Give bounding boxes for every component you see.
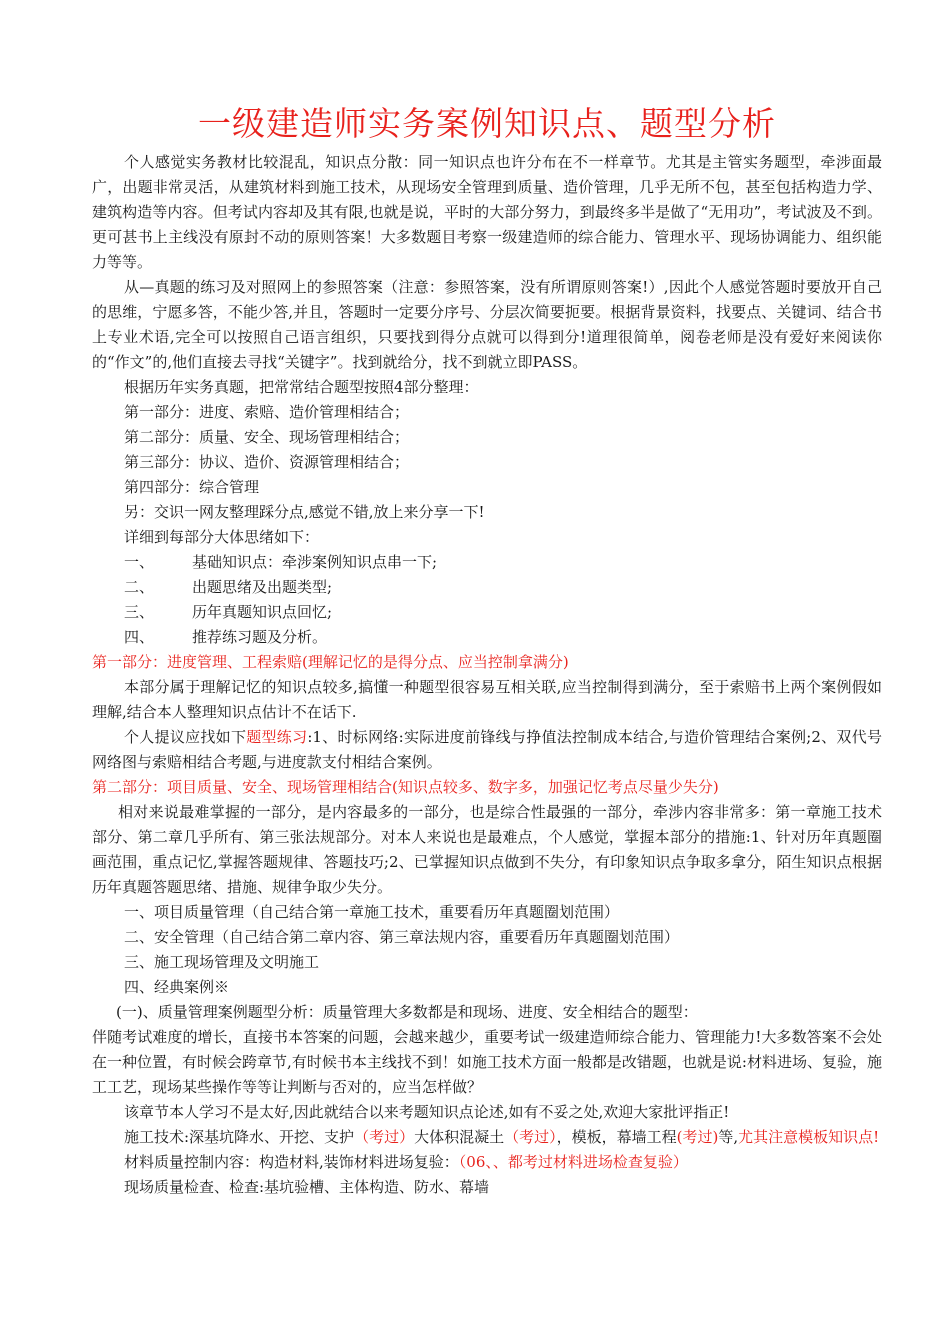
outline-item: 三、 历年真题知识点回忆; (124, 603, 333, 621)
outline-item: 一、 基础知识点：牵涉案例知识点串一下; (124, 553, 438, 571)
part-line-4: 第四部分：综合管理 (124, 478, 260, 496)
section-2-item-2: 二、安全管理（自己结合第二章内容、第三章法规内容，重要看历年真题圈划范围） (124, 928, 680, 946)
intro-paragraph-3: 根据历年实务真题，把常常结合题型按照4部分整理： (124, 378, 479, 396)
part-line-2: 第二部分：质量、安全、现场管理相结合； (124, 428, 410, 446)
document-page (92, 100, 882, 1200)
outline-item: 二、 出题思绪及出题类型; (124, 578, 333, 596)
study-note: 该章节本人学习不是太好,因此就结合以来考题知识点论述,如有不妥之处,欢迎大家批评指正! (124, 1103, 730, 1121)
intro-paragraph-5: 详细到每部分大体思绪如下： (124, 528, 320, 546)
construction-tech-line: 施工技术:深基坑降水、开挖、支护（考过）大体积混凝土（考过），模板，幕墙工程(考过)等,尤其注意模板知识点! (124, 1128, 880, 1146)
material-quality-line: 材料质量控制内容：构造材料,装饰材料进场复验：（06、、都考过材料进场检查复验） (124, 1153, 688, 1171)
section-1-paragraph-1: 本部分属于理解记忆的知识点较多,搞懂一种题型很容易互相关联,应当控制得到满分，至于索赔书上两个案例假如理解,结合本人整理知识点估计不在话下. (92, 678, 882, 721)
case-1-body: 伴随考试难度的增长，直接书本答案的问题，会越来越少，重要考试一级建造师综合能力、管理能力!大多数答案不会处在一种位置，有时候会跨章节,有时候书本主线找不到！如施工技术方面一般都是改错题，也就是说:材料进场、复验，施工工艺，现场某些操作等等让判断与否对的，应当怎样做？ (92, 1028, 882, 1096)
section-2-paragraph-1: 相对来说最难掌握的一部分，是内容最多的一部分，也是综合性最强的一部分，牵涉内容非常多：第一章施工技术部分、第二章几乎所有、第三张法规部分。对本人来说也是最难点，个人感觉，掌握本部分的措施:1、针对历年真题圈画范围，重点记忆,掌握答题规律、答题技巧;2、已掌握知识点做到不失分，有印象知识点争取多拿分，陌生知识点根据历年真题答题思绪、措施、规律争取少失分。 (92, 803, 882, 896)
case-1-heading: (一)、质量管理案例题型分析：质量管理大多数都是和现场、进度、安全相结合的题型： (116, 1003, 698, 1021)
part-line-1: 第一部分：进度、索赔、造价管理相结合； (124, 403, 410, 421)
document-title: 一级建造师实务案例知识点、题型分析 (198, 104, 776, 143)
section-2-item-3: 三、施工现场管理及文明施工 (124, 953, 320, 971)
part-line-3: 第三部分：协议、造价、资源管理相结合； (124, 453, 410, 471)
section-2-heading: 第二部分：项目质量、安全、现场管理相结合(知识点较多、数字多，加强记忆考点尽量少失分) (92, 778, 719, 796)
outline-item: 四、 推荐练习题及分析。 (124, 628, 328, 646)
section-1-heading: 第一部分：进度管理、工程索赔(理解记忆的是得分点、应当控制拿满分) (92, 653, 569, 671)
intro-paragraph-1: 个人感觉实务教材比较混乱，知识点分散：同一知识点也许分布在不一样章节。尤其是主管实务题型，牵涉面最广，出题非常灵活，从建筑材料到施工技术，从现场安全管理到质量、造价管理，几乎无所不包，甚至包括构造力学、建筑构造等内容。但考试内容却及其有限,也就是说，平时的大部分努力，到最终多半是做了“无用功”，考试波及不到。更可甚书上主线没有原封不动的原则答案！大多数题目考察一级建造师的综合能力、管理水平、现场协调能力、组织能力等等。 (92, 153, 882, 271)
section-2-item-1: 一、项目质量管理（自己结合第一章施工技术，重要看历年真题圈划范围） (124, 903, 620, 921)
intro-paragraph-2: 从—真题的练习及对照网上的参照答案（注意：参照答案，没有所谓原则答案!）,因此个人感觉答题时要放开自己的思维，宁愿多答，不能少答,并且，答题时一定要分序号、分层次简要扼要。根据背景资料，找要点、关键词、结合书上专业术语,完全可以按照自己语言组织，只要找到得分点就可以得到分!道理很简单，阅卷老师是没有爱好来阅读你的“作文”的,他们直接去寻找“关键字”。找到就给分，找不到就立即PASS。 (92, 278, 882, 371)
intro-paragraph-4: 另：交识一网友整理踩分点,感觉不错,放上来分享一下! (124, 503, 485, 521)
section-1-paragraph-2: 个人提议应找如下题型练习:1、时标网络:实际进度前锋线与挣值法控制成本结合,与造价管理结合案例;2、双代号网络图与索赔相结合考题,与进度款支付相结合案例。 (92, 728, 882, 771)
section-2-item-4: 四、经典案例※ (124, 978, 230, 996)
practice-highlight: 题型练习 (246, 728, 308, 746)
site-inspection-line: 现场质量检查、检查:基坑验槽、主体构造、防水、幕墙 (124, 1178, 490, 1196)
